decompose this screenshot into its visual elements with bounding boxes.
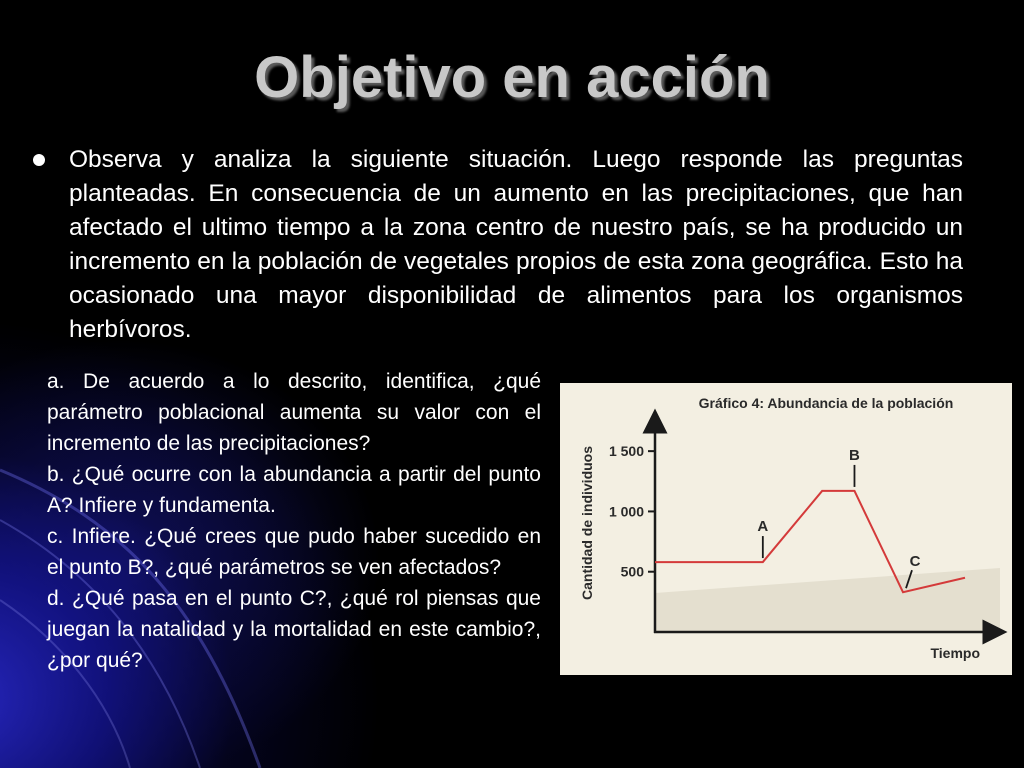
chart-title: Gráfico 4: Abundancia de la población: [698, 395, 954, 411]
y-tick-label: 500: [620, 563, 644, 580]
y-tick-label: 1 500: [608, 443, 644, 460]
y-tick-label: 1 000: [608, 503, 644, 520]
question-d: d. ¿Qué pasa en el punto C?, ¿qué rol piensas que juegan la natalidad y la mortalidad en este cambio?, ¿por qué?: [47, 587, 541, 672]
bullet-text: Observa y analiza la siguiente situación. Luego responde las preguntas planteadas. En consecuencia de un aumento en las precipitaciones, que han afectado el ultimo tiempo a la zona centro de nuestro país, se ha producido un incremento en la población de vegetales propios de esta zona geográfica. Esto ha ocasionado una mayor disponibilidad de alimentos para los organismos herbívoros.: [69, 146, 963, 343]
population-chart: [560, 383, 1012, 675]
slide-title: Objetivo en acción: [254, 45, 770, 110]
question-c: c. Infiere. ¿Qué crees que pudo haber sucedido en el punto B?, ¿qué parámetros se ven afectados?: [47, 525, 541, 579]
point-label-c: C: [909, 553, 921, 571]
bullet-item: [33, 143, 963, 347]
point-label-b: B: [849, 446, 860, 464]
chart-shaded-band: [655, 568, 1000, 631]
point-label-a: A: [757, 518, 769, 536]
questions-list: [47, 366, 541, 676]
bullet-dot-icon: [33, 154, 45, 166]
chart-svg: [560, 383, 1012, 675]
question-a: a. De acuerdo a lo descrito, identifica, ¿qué parámetro poblacional aumenta su valor con el incremento de las precipitaciones?: [47, 370, 541, 455]
question-b: b. ¿Qué ocurre con la abundancia a partir del punto A? Infiere y fundamenta.: [47, 463, 541, 517]
chart-x-axis-label: Tiempo: [930, 645, 980, 661]
chart-y-axis-label: Cantidad de individuos: [579, 445, 595, 601]
